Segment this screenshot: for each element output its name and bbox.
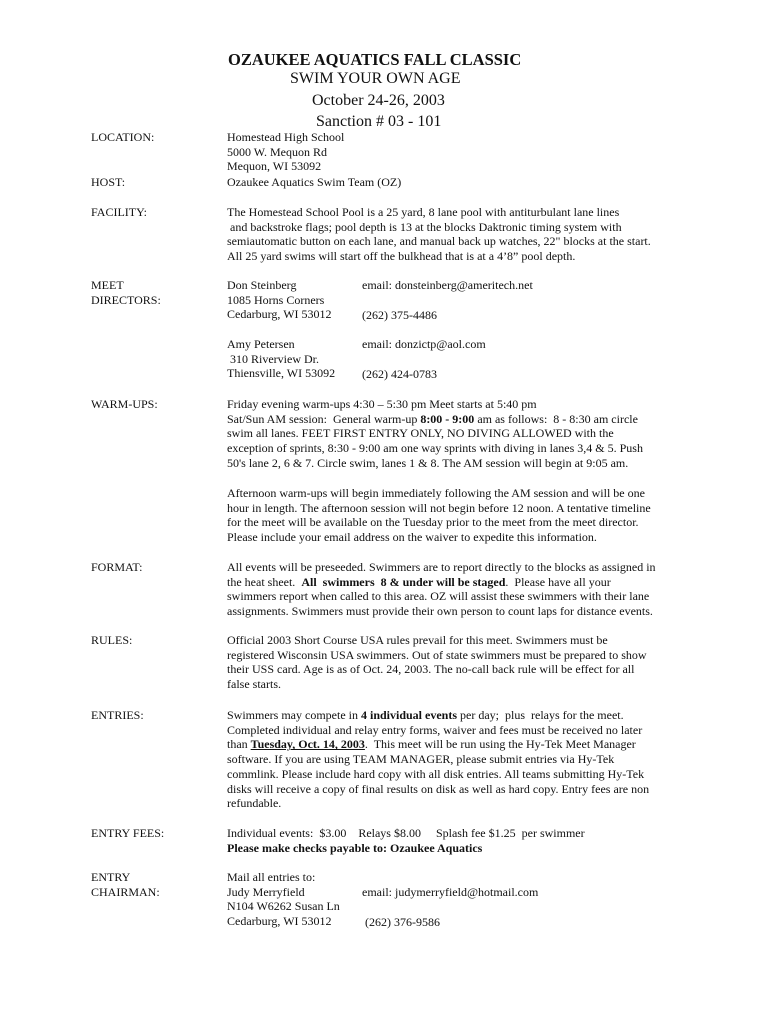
entry-chairman-address: N104 W6262 Susan Ln: [227, 899, 340, 914]
entries-line: [227, 737, 687, 752]
entries-line: [227, 708, 687, 723]
warmups-text: am as follows: 8 - 8:30 am circle: [474, 411, 638, 426]
warmups-section: [227, 397, 687, 471]
entry-fees-line: Individual events: $3.00 Relays $8.00 Splash fee $1.25 per swimmer: [227, 826, 585, 840]
director-2-city: Thiensville, WI 53092: [227, 366, 336, 381]
location-line: Mequon, WI 53092: [227, 159, 322, 174]
entries-section: [227, 708, 687, 811]
location-label: LOCATION:: [91, 130, 155, 144]
location-line: 5000 W. Mequon Rd: [227, 144, 328, 159]
warmups-afternoon-line: Please include your email address on the waiver to expedite this information.: [227, 530, 597, 545]
format-staged-bold: All swimmers 8 & under will be staged: [301, 574, 506, 589]
warmups-afternoon-line: for the meet will be available on the Tuesday prior to the meet from the meet director.: [227, 515, 639, 530]
warmups-line: exception of sprints, 8:30 - 9:00 am one way sprints with diving in lanes 3,4 & 5. Push: [227, 441, 643, 456]
rules-line: their USS card. Age is as of Oct. 24, 2003. The no-call back rule will be effect for all: [227, 662, 635, 677]
entries-line: software. If you are using TEAM MANAGER, please submit entries via Hy-Tek: [227, 752, 615, 767]
facility-line: All 25 yard swims will start off the bulkhead that is at a 4’8” pool depth.: [227, 249, 576, 264]
entry-chairman-city: Cedarburg, WI 53012: [227, 914, 332, 929]
format-line: [227, 575, 687, 590]
entries-text: per day; plus relays for the meet.: [457, 708, 624, 722]
entries-line: refundable.: [227, 796, 282, 811]
entries-text: than: [227, 737, 251, 752]
sanction-number: Sanction # 03 - 101: [316, 113, 442, 130]
director-1-phone: (262) 375-4486: [362, 308, 437, 322]
director-2-phone: (262) 424-0783: [362, 367, 437, 381]
host-label: HOST:: [91, 175, 126, 189]
entries-line: commlink. Please include hard copy with all disk entries. All teams submitting Hy-Tek: [227, 766, 645, 781]
location-line: Homestead High School: [227, 130, 345, 144]
entries-events-bold: 4 individual events: [360, 708, 458, 722]
director-2-address: 310 Riverview Dr.: [227, 351, 319, 366]
warmups-afternoon-line: Afternoon warm-ups will begin immediately following the AM session and will be one: [227, 486, 645, 500]
entry-chairman-intro: Mail all entries to:: [227, 870, 316, 884]
format-line: assignments. Swimmers must provide their own person to count laps for distance events.: [227, 604, 653, 619]
facility-label: FACILITY:: [91, 205, 148, 219]
warmups-line: Friday evening warm-ups 4:30 – 5:30 pm Meet starts at 5:40 pm: [227, 397, 537, 411]
rules-line: registered Wisconsin USA swimmers. Out of state swimmers must be prepared to show: [227, 647, 647, 662]
director-1-address: 1085 Horns Corners: [227, 292, 325, 307]
entry-chairman-email: email: judymerryfield@hotmail.com: [362, 885, 539, 899]
format-label: FORMAT:: [91, 560, 143, 574]
entry-fees-label: ENTRY FEES:: [91, 826, 165, 840]
entries-line: disks will receive a copy of final results on disk as well as hard copy. Entry fees are non: [227, 781, 650, 796]
rules-line: false starts.: [227, 677, 281, 692]
warmups-time-bold: 8:00 - 9:00: [420, 411, 475, 426]
warmups-afternoon-line: hour in length. The afternoon session will not begin before 12 noon. A tentative timeline: [227, 500, 651, 515]
format-line: swimmers report when called to this area. OZ will assist these swimmers with their lane: [227, 589, 650, 604]
location-section: [227, 130, 687, 174]
warmups-afternoon: [227, 486, 687, 545]
entry-chairman-label-line: ENTRY: [91, 870, 131, 884]
entry-fees-payable: Please make checks payable to: Ozaukee Aquatics: [227, 840, 483, 855]
format-line: All events will be preseeded. Swimmers are to report directly to the blocks as assigned in: [227, 560, 656, 574]
director-1-city: Cedarburg, WI 53012: [227, 307, 332, 322]
warmups-line: [227, 412, 687, 427]
meet-dates: October 24-26, 2003: [312, 92, 445, 109]
document-subtitle: SWIM YOUR OWN AGE: [290, 70, 461, 87]
facility-line: semiautomatic button on each lane, and manual back up watches, 22" blocks at the start.: [227, 234, 651, 249]
format-text: the heat sheet.: [227, 574, 302, 589]
entry-fees-section: [227, 826, 687, 855]
entry-chairman-label-line: CHAIRMAN:: [91, 884, 160, 899]
entry-chairman-label: [91, 870, 160, 899]
document-title: OZAUKEE AQUATICS FALL CLASSIC: [228, 50, 522, 69]
warmups-text: Sat/Sun AM session: General warm-up: [227, 411, 421, 426]
director-1-email: email: donsteinberg@ameritech.net: [362, 278, 533, 292]
rules-label: RULES:: [91, 633, 133, 647]
entries-text: . This meet will be run using the Hy-Tek Meet Manager: [364, 737, 636, 752]
format-section: [227, 560, 687, 619]
director-2-name: Amy Petersen: [227, 337, 295, 351]
meet-directors-label: [91, 278, 161, 307]
entries-text: Swimmers may compete in: [227, 708, 361, 722]
director-2-email: email: donzictp@aol.com: [362, 337, 486, 351]
format-text: . Please have all your: [505, 574, 611, 589]
warmups-line: 50's lane 2, 6 & 7. Circle swim, lanes 1 & 8. The AM session will begin at 9:05 am.: [227, 455, 629, 470]
meet-directors-label-line: DIRECTORS:: [91, 292, 161, 307]
facility-section: [227, 205, 687, 264]
entry-chairman-name: Judy Merryfield: [227, 884, 305, 899]
host-value: Ozaukee Aquatics Swim Team (OZ): [227, 175, 402, 189]
rules-section: [227, 633, 687, 692]
entry-chairman-phone: (262) 376-9586: [365, 915, 440, 929]
meet-directors-label-line: MEET: [91, 278, 124, 292]
facility-line: and backstroke flags; pool depth is 13 at the blocks Daktronic timing system with: [227, 219, 622, 234]
facility-line: The Homestead School Pool is a 25 yard, 8 lane pool with antiturbulant lane lines: [227, 205, 620, 219]
director-1-name: Don Steinberg: [227, 278, 297, 292]
entries-line: Completed individual and relay entry forms, waiver and fees must be received no later: [227, 722, 643, 737]
rules-line: Official 2003 Short Course USA rules prevail for this meet. Swimmers must be: [227, 633, 608, 647]
warmups-label: WARM-UPS:: [91, 397, 158, 411]
entries-deadline: Tuesday, Oct. 14, 2003: [250, 737, 365, 752]
entries-label: ENTRIES:: [91, 708, 144, 722]
warmups-line: swim all lanes. FEET FIRST ENTRY ONLY, NO DIVING ALLOWED with the: [227, 426, 614, 441]
